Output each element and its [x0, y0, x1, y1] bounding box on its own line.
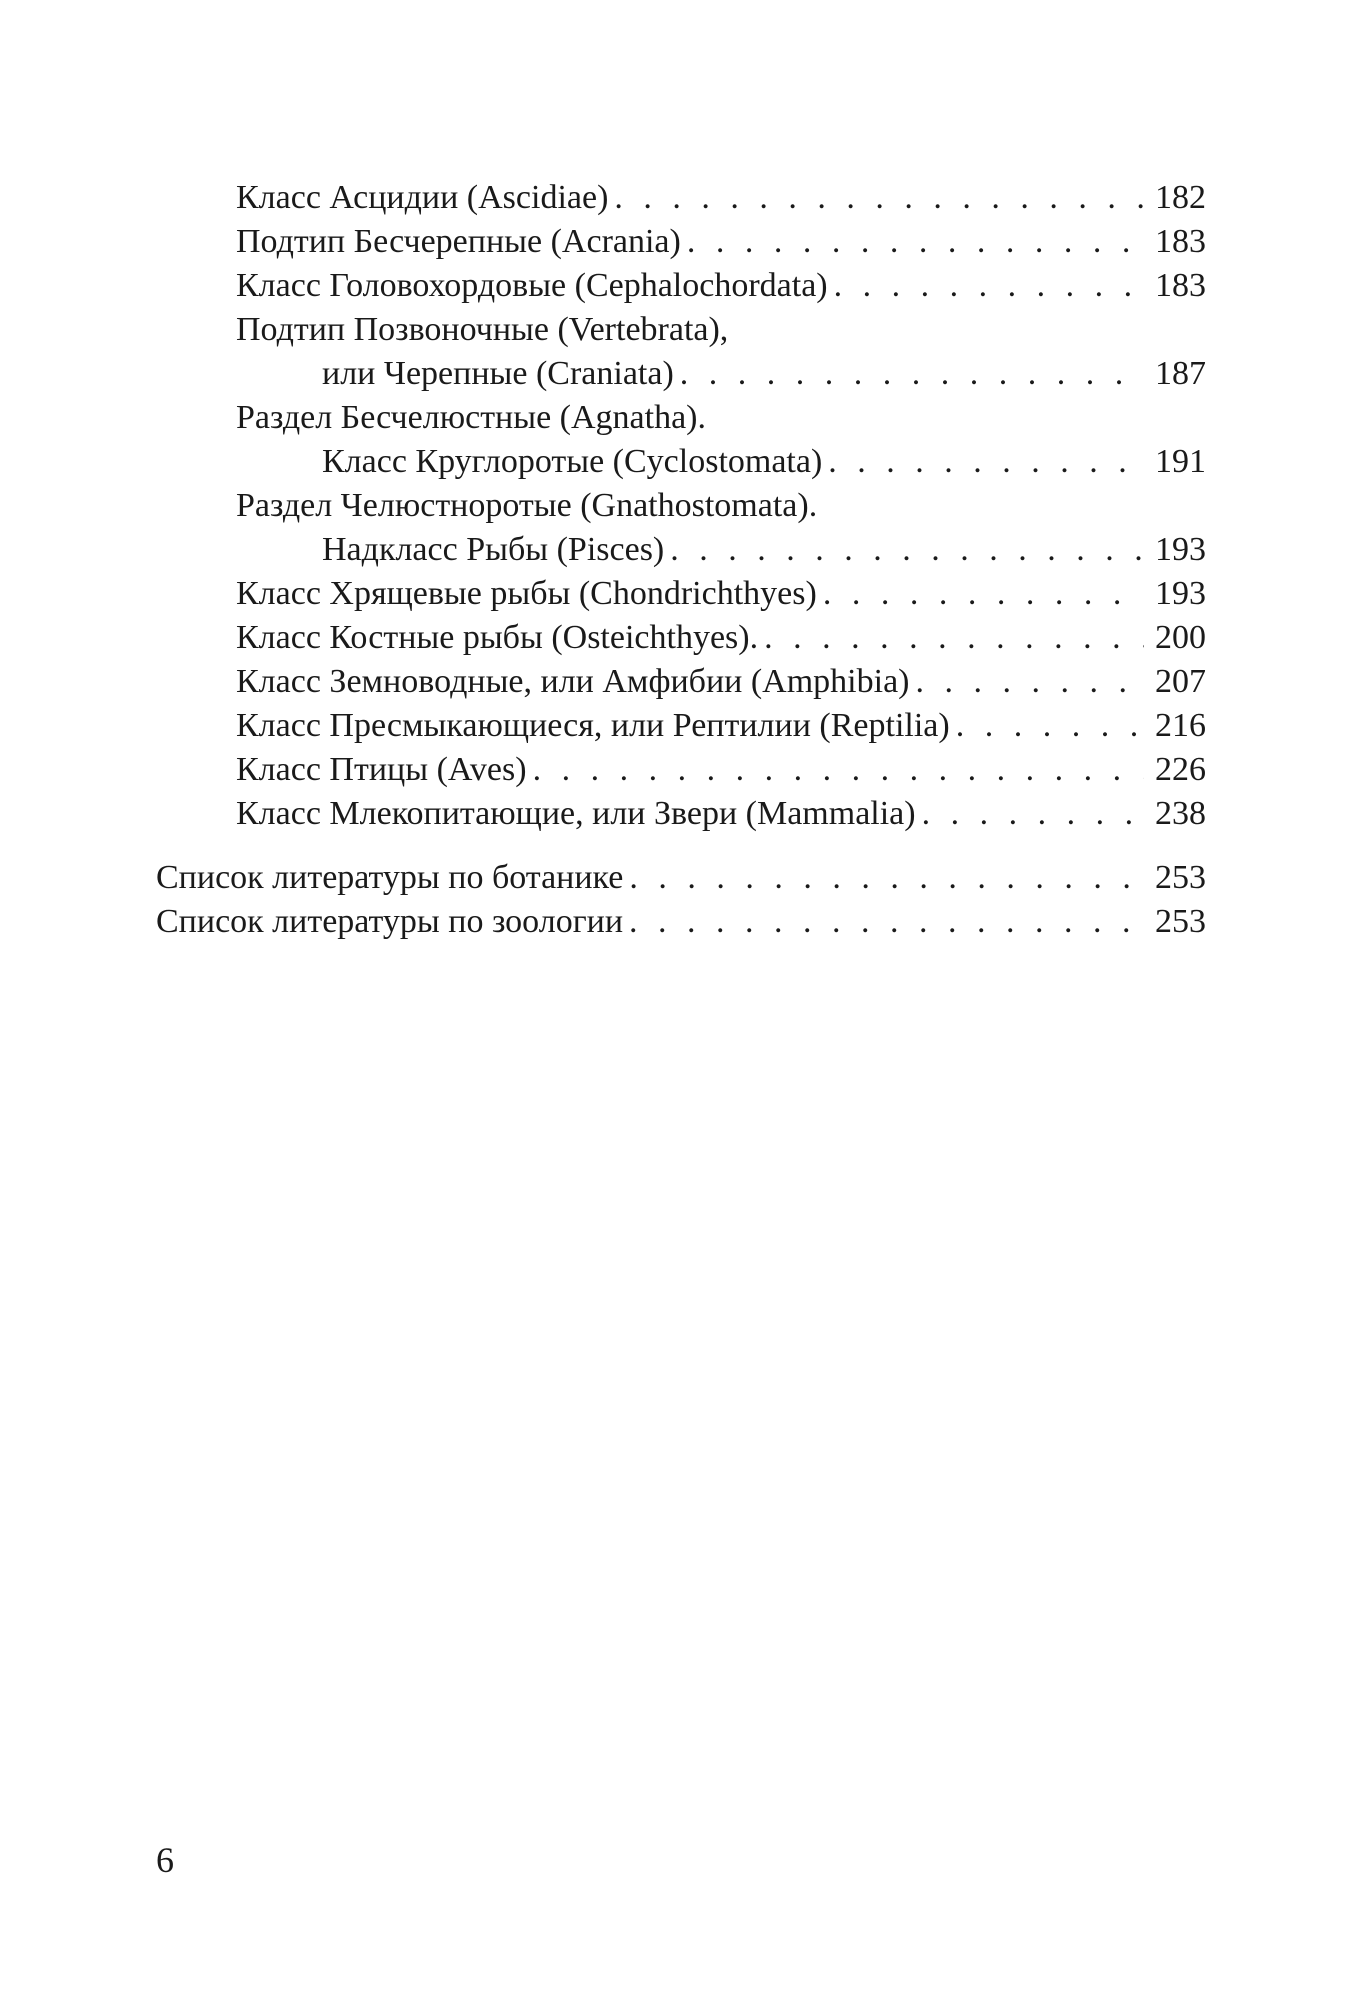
dot-leader [680, 352, 1144, 396]
toc-entry-pisces [0, 528, 1366, 572]
dot-leader [533, 748, 1144, 792]
toc-entry-mammalia [0, 792, 1366, 836]
toc-entry-title: Подтип Позвоночные (Vertebrata), [236, 311, 729, 348]
dot-leader [764, 616, 1144, 660]
toc-entry-page: 187 [1155, 355, 1206, 392]
toc-entry-cephalochordata [0, 264, 1366, 308]
toc-entry-page: 183 [1155, 223, 1206, 260]
toc-entry-page: 216 [1155, 707, 1206, 744]
toc-entry-zoology-references [0, 900, 1366, 944]
toc-entry-title: Подтип Бесчерепные (Acrania) [236, 223, 681, 260]
toc-entry-title: или Черепные (Craniata) [322, 355, 674, 392]
toc-entry-gnathostomata [0, 484, 1366, 528]
toc-entry-page: 193 [1155, 531, 1206, 568]
toc-entry-osteichthyes [0, 616, 1366, 660]
page-number: 6 [156, 1840, 174, 1880]
dot-leader [834, 264, 1144, 308]
toc-entry-acrania [0, 220, 1366, 264]
dot-leader [922, 792, 1144, 836]
toc-entry-title: Список литературы по зоологии [156, 903, 624, 940]
toc-entry-title: Класс Земноводные, или Амфибии (Amphibia) [236, 663, 910, 700]
toc-entry-title: Раздел Челюстноротые (Gnathostomata). [236, 487, 818, 524]
toc-entry-botany-references [0, 856, 1366, 900]
dot-leader [916, 660, 1145, 704]
toc-entry-title: Класс Хрящевые рыбы (Chondrichthyes) [236, 575, 817, 612]
toc-entry-page: 200 [1155, 619, 1206, 656]
toc-entry-amphibia [0, 660, 1366, 704]
toc-entry-title: Класс Млекопитающие, или Звери (Mammalia) [236, 795, 916, 832]
dot-leader [614, 176, 1144, 220]
dot-leader [828, 440, 1144, 484]
toc-entry-page: 193 [1155, 575, 1206, 612]
dot-leader [629, 900, 1144, 944]
toc-entry-title: Раздел Бесчелюстные (Agnatha). [236, 399, 707, 436]
toc-entry-title: Список литературы по ботанике [156, 859, 624, 896]
toc-entry-agnatha [0, 396, 1366, 440]
toc-entry-page: 183 [1155, 267, 1206, 304]
dot-leader [629, 856, 1144, 900]
toc-entry-title: Класс Костные рыбы (Osteichthyes). [236, 619, 759, 656]
toc-entry-page: 253 [1155, 903, 1206, 940]
toc-entry-page: 191 [1155, 443, 1206, 480]
toc-entry-title: Класс Круглоротые (Cyclostomata) [322, 443, 823, 480]
toc-entry-title: Надкласс Рыбы (Pisces) [322, 531, 665, 568]
toc-entry-cyclostomata [0, 440, 1366, 484]
toc-entry-page: 253 [1155, 859, 1206, 896]
toc-entry-page: 207 [1155, 663, 1206, 700]
table-of-contents [0, 176, 1366, 944]
toc-entry-chondrichthyes [0, 572, 1366, 616]
dot-leader [956, 704, 1144, 748]
toc-entry-page: 182 [1155, 179, 1206, 216]
toc-entry-page: 226 [1155, 751, 1206, 788]
toc-entry-title: Класс Асцидии (Ascidiae) [236, 179, 609, 216]
toc-entry-page: 238 [1155, 795, 1206, 832]
toc-entry-ascidiae [0, 176, 1366, 220]
toc-entry-title: Класс Пресмыкающиеся, или Рептилии (Reptilia) [236, 707, 950, 744]
dot-leader [670, 528, 1144, 572]
toc-entry-title: Класс Птицы (Aves) [236, 751, 527, 788]
toc-entry-craniata [0, 352, 1366, 396]
toc-entry-reptilia [0, 704, 1366, 748]
dot-leader [687, 220, 1144, 264]
dot-leader [823, 572, 1144, 616]
toc-entry-aves [0, 748, 1366, 792]
toc-entry-vertebrata [0, 308, 1366, 352]
toc-entry-title: Класс Головохордовые (Cephalochordata) [236, 267, 828, 304]
